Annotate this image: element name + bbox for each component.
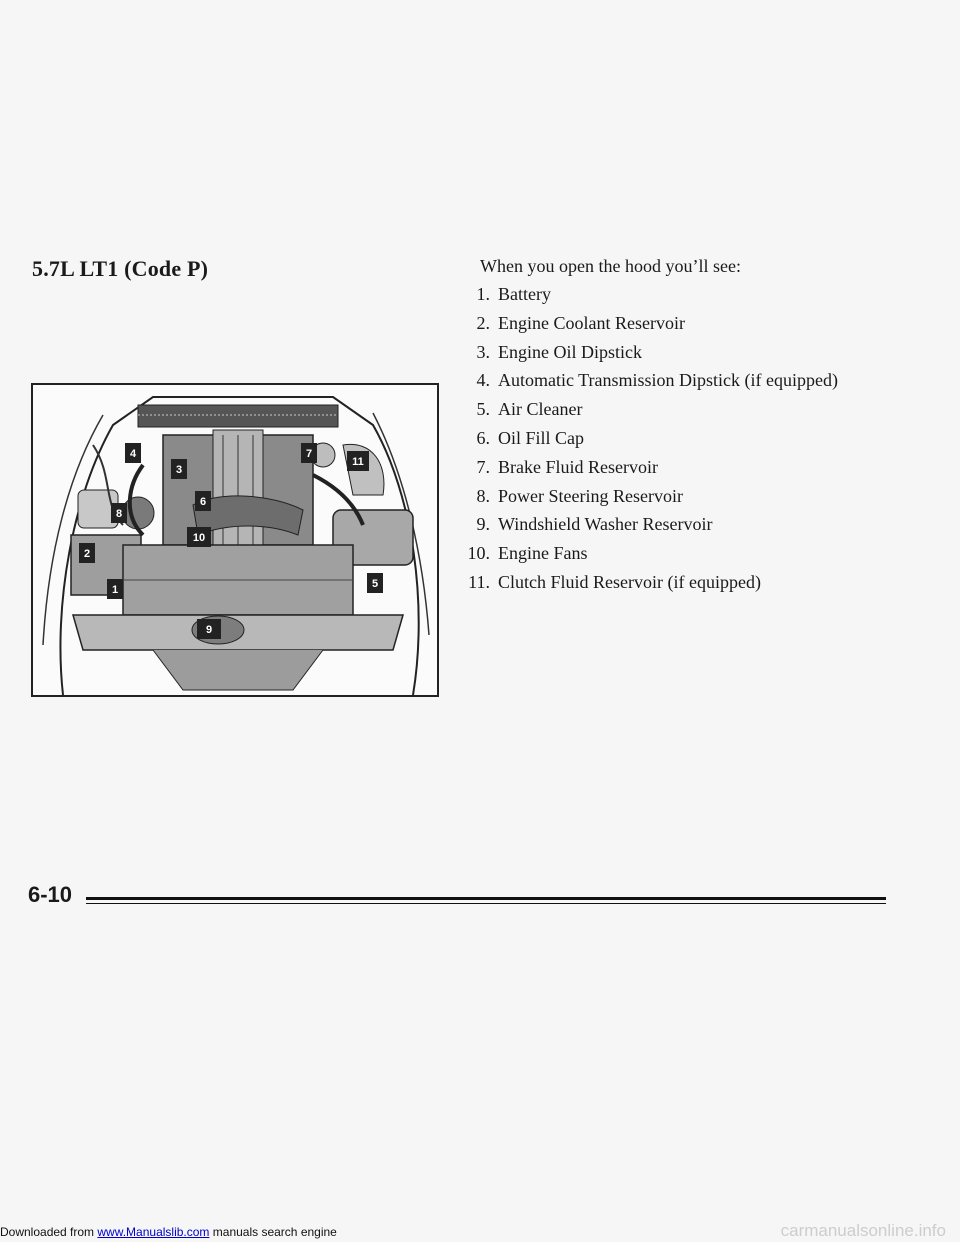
manualslib-link[interactable]: www.Manualslib.com	[97, 1225, 210, 1239]
item-number: 4.	[476, 370, 490, 391]
watermark: carmanualsonline.info	[780, 1221, 946, 1240]
list-item	[456, 338, 838, 367]
item-label: Windshield Washer Reservoir	[498, 514, 713, 535]
item-label: Automatic Transmission Dipstick (if equipped)	[498, 370, 838, 391]
intro-text: When you open the hood you’ll see:	[480, 256, 741, 276]
item-number: 6.	[476, 427, 490, 448]
list-item	[456, 309, 838, 338]
item-label: Oil Fill Cap	[498, 427, 585, 448]
item-number: 10.	[467, 543, 490, 564]
list-item	[456, 539, 838, 568]
item-number: 1.	[476, 284, 490, 304]
footer-rule-thin	[86, 903, 886, 904]
page-number: 6-10	[28, 882, 73, 907]
item-number: 2.	[476, 312, 490, 333]
callout-5	[367, 573, 383, 593]
svg-text:7: 7	[305, 448, 313, 460]
callout-9	[197, 619, 221, 639]
item-label: Air Cleaner	[498, 399, 583, 420]
item-label: Brake Fluid Reservoir	[498, 456, 658, 477]
svg-text:6: 6	[199, 496, 207, 508]
source-suffix: manuals search engine	[209, 1225, 337, 1239]
list-item	[456, 482, 838, 511]
svg-text:10: 10	[192, 532, 206, 544]
item-label: Engine Coolant Reservoir	[498, 312, 685, 333]
callout-4	[125, 443, 141, 463]
callout-1	[107, 579, 123, 599]
item-label: Engine Oil Dipstick	[498, 341, 642, 362]
svg-text:11: 11	[352, 456, 364, 468]
item-number: 5.	[476, 399, 490, 420]
list-item	[456, 280, 838, 309]
engine-compartment-illustration	[31, 383, 439, 697]
item-label: Clutch Fluid Reservoir (if equipped)	[498, 571, 761, 592]
svg-text:8: 8	[115, 508, 123, 520]
callout-8	[111, 503, 127, 523]
item-label: Engine Fans	[498, 543, 588, 564]
item-number: 8.	[476, 485, 490, 506]
list-item	[456, 424, 838, 453]
list-item	[456, 366, 838, 395]
list-item	[456, 510, 838, 539]
svg-text:3: 3	[175, 464, 183, 476]
item-label: Battery	[498, 284, 551, 304]
list-item	[456, 568, 838, 597]
svg-text:5: 5	[371, 578, 379, 590]
item-number: 3.	[476, 341, 490, 362]
list-item	[456, 395, 838, 424]
svg-text:2: 2	[83, 548, 91, 560]
section-title: 5.7L LT1 (Code P)	[32, 256, 209, 281]
item-label: Power Steering Reservoir	[498, 485, 683, 506]
svg-text:9: 9	[205, 624, 213, 636]
item-number: 7.	[476, 456, 490, 477]
item-number: 11.	[468, 571, 490, 592]
callout-11	[347, 451, 369, 471]
download-source-line	[0, 1225, 337, 1239]
source-prefix: Downloaded from	[0, 1225, 98, 1239]
list-item	[456, 453, 838, 482]
callout-10	[187, 527, 211, 547]
engine-drawing	[33, 385, 437, 695]
callout-6	[195, 491, 211, 511]
callout-3	[171, 459, 187, 479]
svg-text:1: 1	[111, 584, 119, 596]
component-list	[456, 280, 838, 597]
callout-2	[79, 543, 95, 563]
item-number: 9.	[476, 514, 490, 535]
callout-7	[301, 443, 317, 463]
footer-rule	[86, 897, 886, 900]
svg-text:4: 4	[129, 448, 137, 460]
